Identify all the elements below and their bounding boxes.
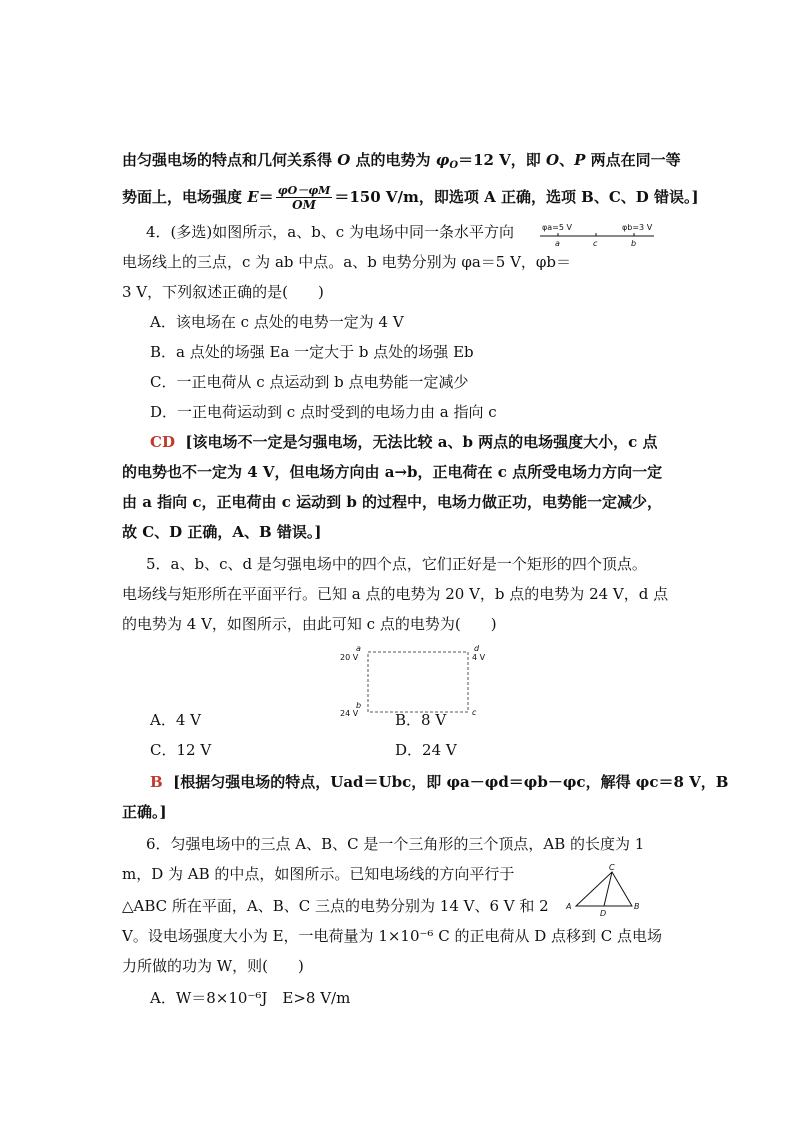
q6-fig-label-b: B — [634, 902, 640, 911]
q5-explanation-line2: 正确。] — [122, 803, 167, 821]
q5-stem-line3: 的电势为 4 V，如图所示，由此可知 c 点的电势为( ) — [122, 615, 497, 633]
q4-fig-label-b: b — [631, 239, 637, 248]
q6-triangle-figure — [562, 862, 646, 918]
q6-fig-label-a: A — [566, 902, 572, 911]
q5-option-d: D．24 V — [395, 741, 457, 759]
q5-fig-label-c: c — [472, 708, 477, 716]
q5-fig-label-a: a — [356, 644, 361, 653]
q5-option-b: B．8 V — [395, 711, 447, 729]
q4-fig-label-a: a — [555, 239, 560, 248]
q4-explanation-line1: CD [该电场不一定是匀强电场，无法比较 a、b 两点的电场强度大小，c 点 — [150, 433, 658, 451]
q4-field-line-figure — [538, 218, 658, 252]
q6-stem-line3: △ABC 所在平面，A、B、C 三点的电势分别为 14 V、6 V 和 2 — [122, 897, 549, 915]
field-fraction: $\frac{\varphi O-\varphi M}{OM}$ — [277, 184, 331, 212]
q6-fig-label-d: D — [600, 909, 607, 918]
q6-option-a: A．W＝8×10⁻⁶J E>8 V/m — [150, 989, 351, 1007]
q6-fig-label-c: C — [609, 863, 615, 872]
q5-fig-value-b: 24 V — [340, 709, 359, 716]
q5-stem-line2: 电场线与矩形所在平面平行。已知 a 点的电势为 20 V，b 点的电势为 24 V，d 点 — [122, 585, 669, 603]
q5-stem-line1: 5．a、b、c、d 是匀强电场中的四个点，它们正好是一个矩形的四个顶点。 — [146, 555, 647, 573]
q6-stem-line1: 6．匀强电场中的三点 A、B、C 是一个三角形的三个顶点，AB 的长度为 1 — [146, 835, 645, 853]
q5-answer: B — [150, 773, 163, 791]
q6-stem-line2: m，D 为 AB 的中点，如图所示。已知电场线的方向平行于 — [122, 865, 515, 883]
q4-answer: CD — [150, 433, 175, 451]
q4-fig-label-c: c — [593, 239, 598, 248]
q5-fig-value-d: 4 V — [472, 653, 486, 662]
q5-explanation-line1: B [根据匀强电场的特点，Uad＝Ubc，即 φa－φd＝φb－φc，解得 φc＝8 V，B — [150, 773, 729, 791]
q4-fig-phi-b: φb=3 V — [622, 223, 653, 232]
q5-fig-label-b: b — [356, 701, 362, 710]
q5-option-c: C．12 V — [150, 741, 212, 759]
q4-option-c: C．一正电荷从 c 点运动到 b 点电势能一定减少 — [150, 373, 469, 391]
q4-explanation-line4: 故 C、D 正确，A、B 错误。] — [122, 523, 322, 541]
q6-stem-line5: 力所做的功为 W，则( ) — [122, 957, 304, 975]
q6-fig-median — [604, 872, 612, 906]
q4-explanation-line3: 由 a 指向 c，正电荷由 c 运动到 b 的过程中，电场力做正功，电势能一定减少， — [122, 493, 663, 511]
q4-stem-line2: 电场线上的三点，c 为 ab 中点。a、b 电势分别为 φa＝5 V，φb＝ — [122, 253, 572, 271]
q4-option-d: D．一正电荷运动到 c 点时受到的电场力由 a 指向 c — [150, 403, 497, 421]
q4-option-b: B．a 点处的场强 Ea 一定大于 b 点处的场强 Eb — [150, 343, 474, 361]
q4-stem-line3: 3 V，下列叙述正确的是( ) — [122, 283, 324, 301]
q5-fig-rectangle — [368, 652, 468, 712]
q5-fig-value-a: 20 V — [340, 653, 359, 662]
q5-rectangle-figure — [336, 642, 496, 716]
q5-fig-label-d: d — [474, 644, 480, 653]
ans3-line1: 由匀强电场的特点和几何关系得 O 点的电势为 $\varphi_O=12$ V，即 O、P 两点在同一等 — [122, 151, 681, 171]
q4-option-a: A．该电场在 c 点处的电势一定为 4 V — [150, 313, 404, 331]
q5-option-a: A．4 V — [150, 711, 201, 729]
q4-fig-phi-a: φa=5 V — [542, 223, 572, 232]
q4-stem-line1: 4．(多选)如图所示，a、b、c 为电场中同一条水平方向 — [146, 223, 514, 241]
q6-fig-triangle — [576, 872, 632, 906]
ans3-line2: 势面上，电场强度 E＝ $\frac{\varphi O-\varphi M}{OM}$ ＝150 V/m，即选项 A 正确，选项 B、C、D 错误。] — [122, 184, 699, 212]
q4-explanation-line2: 的电势也不一定为 4 V，但电场方向由 a→b，正电荷在 c 点所受电场力方向一定 — [122, 463, 663, 481]
q6-stem-line4: V。设电场强度大小为 E，一电荷量为 1×10⁻⁶ C 的正电荷从 D 点移到 C 点电场 — [122, 927, 663, 945]
